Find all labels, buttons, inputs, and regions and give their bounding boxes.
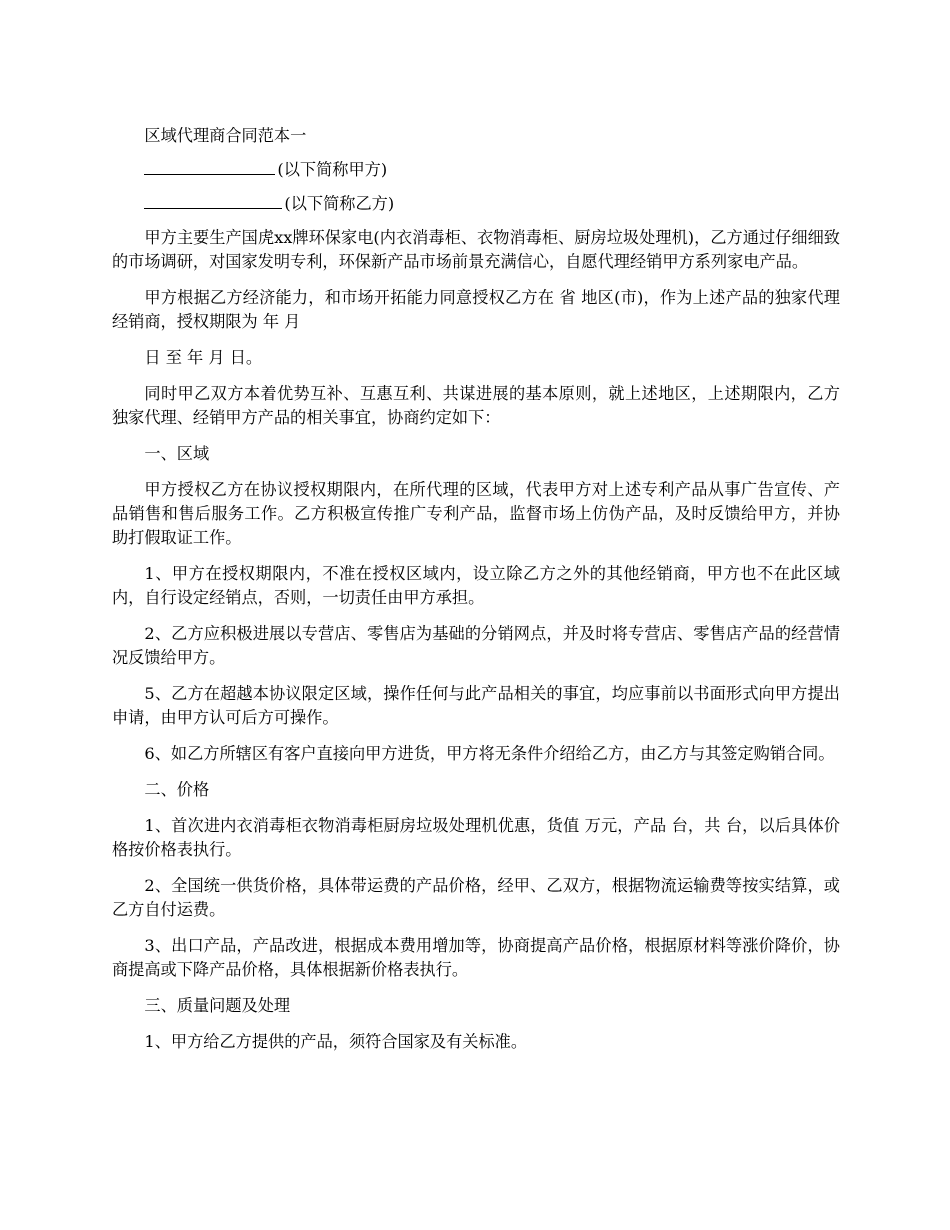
paragraph: 6、如乙方所辖区有客户直接向甲方进货，甲方将无条件介绍给乙方，由乙方与其签定购销合同。 — [144, 744, 835, 763]
paragraph: 甲方授权乙方在协议授权期限内，在所代理的区域，代表甲方对上述专利产品从事广告宣传、产品销售和售后服务工作。乙方积极宣传推广专利产品，监督市场上仿伪产品，及时反馈给甲方，并协助打假取证工作。 — [112, 480, 840, 547]
paragraph: 甲方主要生产国虎xx牌环保家电(内衣消毒柜、衣物消毒柜、厨房垃圾处理机)，乙方通过仔细细致的市场调研，对国家发明专利，环保新产品市场前景充满信心，自愿代理经销甲方系列家电产品。 — [112, 228, 840, 271]
paragraph: 甲方根据乙方经济能力，和市场开拓能力同意授权乙方在 省 地区(市)，作为上述产品的独家代理经销商，授权期限为 年 月 — [112, 288, 840, 331]
party-a-line — [112, 158, 840, 182]
party-a-blank — [144, 160, 275, 175]
paragraph: 日 至 年 月 日。 — [144, 348, 263, 367]
party-b-label: (以下简称乙方) — [284, 194, 395, 213]
party-a-label: (以下简称甲方) — [277, 160, 388, 179]
party-b-line — [112, 192, 840, 216]
paragraph: 1、首次进内衣消毒柜衣物消毒柜厨房垃圾处理机优惠，货值 万元，产品 台，共 台，以后具体价格按价格表执行。 — [112, 816, 840, 859]
section-heading-region: 一、区域 — [144, 444, 210, 463]
paragraph: 2、全国统一供货价格，具体带运费的产品价格，经甲、乙双方，根据物流运输费等按实结算，或乙方自付运费。 — [112, 876, 840, 919]
paragraph: 2、乙方应积极进展以专营店、零售店为基础的分销网点，并及时将专营店、零售店产品的经营情况反馈给甲方。 — [112, 624, 840, 667]
paragraph: 3、出口产品，产品改进，根据成本费用增加等，协商提高产品价格，根据原材料等涨价降价，协商提高或下降产品价格，具体根据新价格表执行。 — [112, 936, 840, 979]
paragraph: 1、甲方给乙方提供的产品，须符合国家及有关标准。 — [144, 1032, 528, 1051]
section-heading-quality: 三、质量问题及处理 — [144, 996, 291, 1015]
paragraph: 5、乙方在超越本协议限定区域，操作任何与此产品相关的事宜，均应事前以书面形式向甲方提出申请，由甲方认可后方可操作。 — [112, 684, 840, 727]
party-b-blank — [144, 194, 282, 209]
paragraph: 1、甲方在授权期限内，不准在授权区域内，设立除乙方之外的其他经销商，甲方也不在此区域内，自行设定经销点，否则，一切责任由甲方承担。 — [112, 564, 840, 607]
section-heading-price: 二、价格 — [144, 780, 210, 799]
paragraph: 同时甲乙双方本着优势互补、互惠互利、共谋进展的基本原则，就上述地区，上述期限内，乙方独家代理、经销甲方产品的相关事宜，协商约定如下： — [112, 384, 840, 427]
document-title: 区域代理商合同范本一 — [144, 126, 307, 145]
contract-body — [112, 124, 840, 1066]
